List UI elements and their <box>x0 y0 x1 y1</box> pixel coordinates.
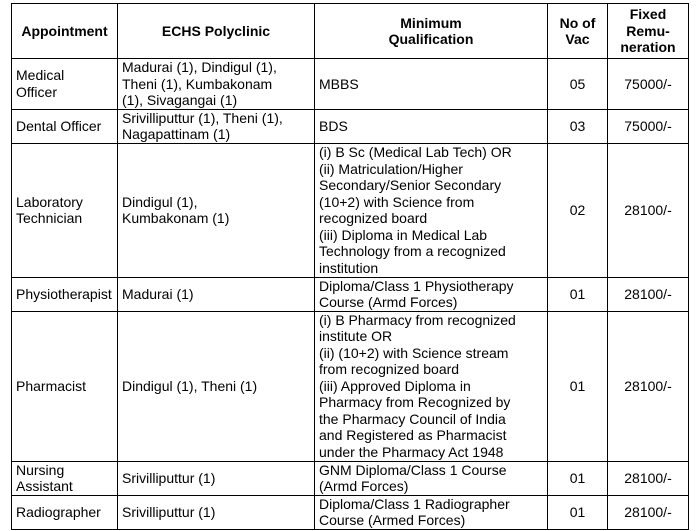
cell-remuneration: 28100/- <box>608 143 689 277</box>
cell-polyclinic: Madurai (1), Dindigul (1), Theni (1), Kumbakonam (1), Sivagangai (1) <box>118 59 315 110</box>
cell-appointment: Physiotherapist <box>12 277 118 311</box>
cell-remuneration: 75000/- <box>608 109 689 143</box>
cell-vacancies: 01 <box>548 277 608 311</box>
cell-vacancies: 01 <box>548 461 608 495</box>
cell-vacancies: 01 <box>548 495 608 529</box>
cell-polyclinic: Dindigul (1), Kumbakonam (1) <box>118 143 315 277</box>
cell-appointment: Nursing Assistant <box>12 461 118 495</box>
cell-polyclinic: Srivilliputtur (1) <box>118 461 315 495</box>
cell-qualification: Diploma/Class 1 Physiotherapy Course (Armd Forces) <box>315 277 548 311</box>
cell-qualification: (i) B Sc (Medical Lab Tech) OR (ii) Matriculation/Higher Secondary/Senior Secondary (10+2) with Science from recognized board (iii) Diploma in Medical Lab Technology from a recognized institution <box>315 143 548 277</box>
cell-appointment: Pharmacist <box>12 311 118 461</box>
header-remuneration: Fixed Remu- neration <box>608 4 689 59</box>
cell-qualification: BDS <box>315 109 548 143</box>
table-row <box>12 461 689 495</box>
table-row <box>12 495 689 529</box>
cell-appointment: Laboratory Technician <box>12 143 118 277</box>
table-header-row <box>12 4 689 59</box>
cell-polyclinic: Srivilliputtur (1), Theni (1), Nagapattinam (1) <box>118 109 315 143</box>
table-row <box>12 143 689 277</box>
cell-remuneration: 75000/- <box>608 59 689 110</box>
cell-qualification: Diploma/Class 1 Radiographer Course (Armed Forces) <box>315 495 548 529</box>
cell-remuneration: 28100/- <box>608 277 689 311</box>
cell-qualification: (i) B Pharmacy from recognized institute OR (ii) (10+2) with Science stream from recognized board (iii) Approved Diploma in Pharmacy from Recognized by the Pharmacy Council of India and Registered as Pharmacist under the Pharmacy Act 1948 <box>315 311 548 461</box>
table-row <box>12 109 689 143</box>
cell-appointment: Radiographer <box>12 495 118 529</box>
cell-qualification: MBBS <box>315 59 548 110</box>
cell-polyclinic: Srivilliputtur (1) <box>118 495 315 529</box>
cell-remuneration: 28100/- <box>608 461 689 495</box>
table-row <box>12 277 689 311</box>
cell-vacancies: 02 <box>548 143 608 277</box>
vacancy-table <box>11 3 689 530</box>
cell-remuneration: 28100/- <box>608 495 689 529</box>
cell-appointment: Dental Officer <box>12 109 118 143</box>
header-qualification: Minimum Qualification <box>315 4 548 59</box>
cell-polyclinic: Dindigul (1), Theni (1) <box>118 311 315 461</box>
cell-polyclinic: Madurai (1) <box>118 277 315 311</box>
table-row <box>12 59 689 110</box>
header-polyclinic: ECHS Polyclinic <box>118 4 315 59</box>
table-row <box>12 311 689 461</box>
cell-appointment: Medical Officer <box>12 59 118 110</box>
cell-vacancies: 05 <box>548 59 608 110</box>
header-appointment: Appointment <box>12 4 118 59</box>
cell-vacancies: 03 <box>548 109 608 143</box>
cell-remuneration: 28100/- <box>608 311 689 461</box>
cell-qualification: GNM Diploma/Class 1 Course (Armd Forces) <box>315 461 548 495</box>
cell-vacancies: 01 <box>548 311 608 461</box>
header-vacancies: No of Vac <box>548 4 608 59</box>
